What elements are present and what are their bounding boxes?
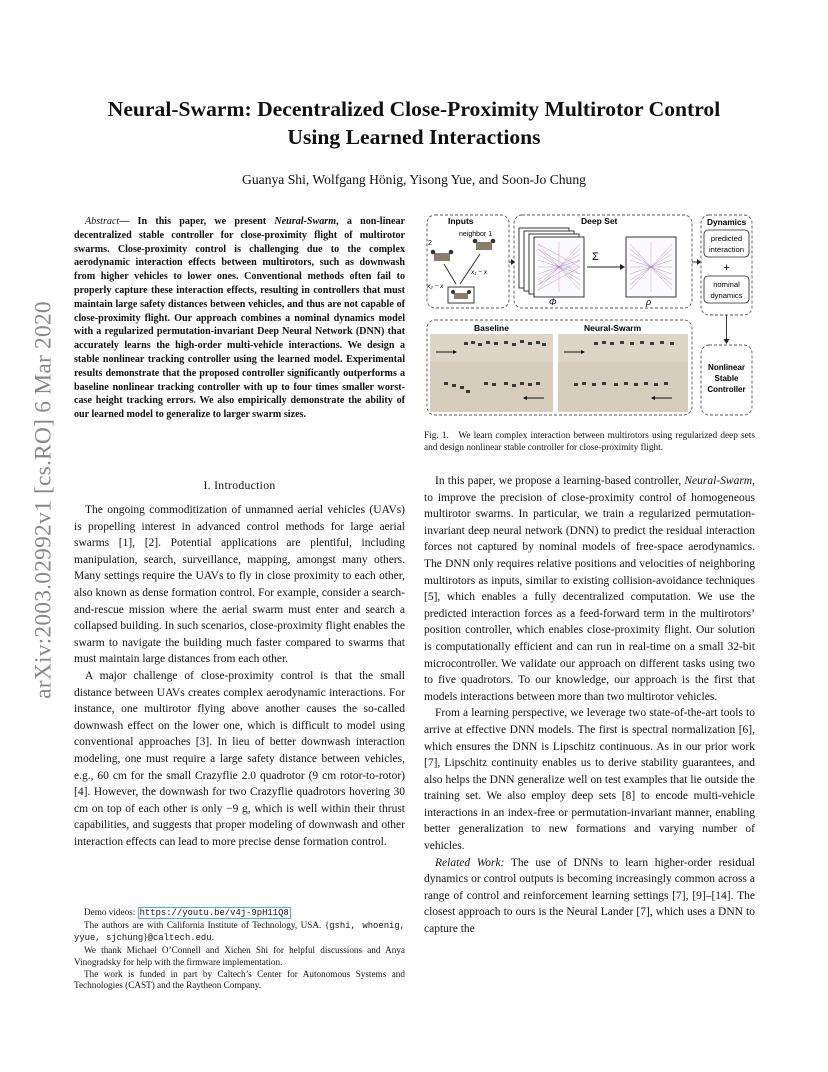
x1-minus-x-label: x₁ − x bbox=[471, 269, 487, 276]
author-list: Guanya Shi, Wolfgang Hönig, Yisong Yue, and Soon-Jo Chung bbox=[242, 172, 586, 187]
footnote-affiliation-text: The authors are with California Institute of Technology, USA. { bbox=[84, 919, 330, 930]
interaction-label: interaction bbox=[708, 245, 745, 254]
footnote-demo-label: Demo videos: bbox=[84, 907, 138, 917]
abstract-text-start: In this paper, we present bbox=[129, 216, 275, 227]
neural-swarm-photo bbox=[558, 334, 688, 412]
related-work-text: The use of DNNs to learn higher-order residual dynamics or control outputs is becoming increasingly common across a range of control and reinforcement learning settings [7], [9]–[14]. The closest approach to ours is the Neural Lander [7], which uses a DNN to capture the bbox=[424, 856, 755, 936]
footnote-thanks: We thank Michael O’Connell and Xichen Shi for helpful discussions and Anya Vinogradsky for help with the firmware implementation. bbox=[74, 945, 405, 967]
controller-label: Controller bbox=[707, 385, 746, 394]
dynamics-to-controller-arrowhead bbox=[724, 339, 730, 344]
right-column-body bbox=[424, 473, 755, 938]
x2-minus-x-label: x₂ − x bbox=[427, 283, 444, 290]
footnote-email-domain: @caltech.edu bbox=[147, 933, 212, 944]
baseline-label: Baseline bbox=[474, 323, 509, 333]
right-paragraph-1-method-name: Neural-Swarm bbox=[684, 475, 753, 487]
inputs-label: Inputs bbox=[448, 216, 474, 226]
figure-1-caption bbox=[424, 431, 755, 455]
introduction-body bbox=[74, 502, 405, 850]
figure-1-diagram bbox=[424, 212, 755, 418]
rho-network bbox=[626, 237, 676, 297]
neural-swarm-label: Neural-Swarm bbox=[584, 323, 642, 333]
paper-title-line2: Using Learned Interactions bbox=[287, 125, 541, 149]
neighbor-2-label: 2 bbox=[428, 240, 432, 247]
sigma-label: Σ bbox=[592, 251, 599, 263]
right-paragraph-3 bbox=[424, 855, 755, 938]
abstract-method-name: Neural-Swarm bbox=[274, 216, 337, 227]
quadrotor-neighbor-2-icon bbox=[431, 250, 454, 261]
deepset-to-dynamics-arrowhead bbox=[697, 259, 701, 265]
right-paragraph-2: From a learning perspective, we leverage two state-of-the-art tools to arrive at effective DNN models. The first is spectral normalization [6], which ensures the DNN is Lipschitz continuous. As in our prior work [7], Lipschitz continuity enables us to derive stability guarantees, and also helps the DNN generalize well on test examples that lie outside the training set. We also employ deep sets [8] to encode multi-vehicle interactions in an index-free or permutation-invariant manner, enabling better generalization to new formations and varying number of vehicles. bbox=[424, 707, 755, 853]
footnotes bbox=[74, 907, 405, 992]
quadrotor-ego-icon bbox=[451, 290, 471, 299]
nonlinear-label: Nonlinear bbox=[708, 363, 745, 372]
arxiv-identifier-text: arXiv:2003.02992v1 [cs.RO] 6 Mar 2020 bbox=[30, 301, 57, 699]
intro-paragraph-2: A major challenge of close-proximity control is that the small distance between UAVs creates complex aerodynamic interactions. For instance, one multirotor flying above another causes the so-called downwash effect on the lower one, which is difficult to model using conventional approaches [3]. In lieu of better downwash interaction modeling, one must require a large safety distance between vehicles, e.g., 60 cm for the small Crazyflie 2.0 quadrotor (9 cm rotor-to-rotor) [4]. However, the downwash for two Crazyflie quadrotors hovering 30 cm on top of each other is only −9 g, which is well within their thrust capabilities, and suggests that proper modeling of downwash and other interaction effects can lead to more precise dense formation control. bbox=[74, 669, 405, 848]
footnote-emails: gshi, whoenig, yyue, sjchung bbox=[74, 920, 405, 944]
phi-network-stack bbox=[519, 228, 584, 297]
phi-label: Φ bbox=[549, 297, 557, 307]
paper-title bbox=[80, 95, 748, 151]
stable-label: Stable bbox=[714, 374, 739, 383]
intro-paragraph-1: The ongoing commoditization of unmanned aerial vehicles (UAVs) is propelling interest in advanced control methods for large aerial swarms [1], [2]. Potential applications are plentiful, including manipulation, search, surveillance, mapping, amongst many others. Many settings require the UAVs to fly in close proximity to each other, also known as dense formation control. For example, consider a search-and-rescue mission where the aerial swarm must enter and search a collapsed building. In such scenarios, close-proximity flight enables the swarm to navigate the building much faster compared to swarms that must maintain large distances from each other. bbox=[74, 504, 405, 666]
right-paragraph-1-start: In this paper, we propose a learning-based controller, bbox=[435, 475, 685, 487]
footnote-affiliation-end: . bbox=[211, 932, 214, 943]
rho-label: ρ bbox=[646, 297, 652, 307]
inputs-to-deepset-arrowhead bbox=[511, 259, 515, 265]
dynamics-sub-label: dynamics bbox=[710, 291, 743, 300]
footnote-demo bbox=[74, 907, 405, 920]
abstract-text-rest: , a non-linear decentralized stable controller for close-proximity flight of multirotor swarms. Close-proximity control is challenging due to the complex aerodynamic interaction effects between multirotors, such as downwash from higher vehicles to lower ones. Conventional methods often fail to properly capture these interaction effects, resulting in controllers that must maintain large safety distances between vehicles, and thus are not capable of close-proximity flight. Our approach combines a nominal dynamics model with a regularized permutation-invariant Deep Neural Network (DNN) that accurately learns the high-order multi-vehicle interactions. We design a stable nonlinear tracking controller using the learned model. Experimental results demonstrate that the proposed controller significantly outperforms a baseline nonlinear tracking controller with up to four times smaller worst-case height tracking errors. We also empirically demonstrate the ability of our learned model to generalize to larger swarm sizes. bbox=[74, 216, 406, 421]
figure-1-caption-label: Fig. 1. bbox=[424, 431, 449, 441]
baseline-photo bbox=[430, 334, 553, 412]
demo-video-link[interactable]: https://youtu.be/v4j-9pH11Q8 bbox=[139, 908, 289, 918]
predicted-label: predicted bbox=[710, 234, 743, 243]
abstract bbox=[74, 215, 405, 422]
paper-title-line1: Neural-Swarm: Decentralized Close-Proximity Multirotor Control bbox=[107, 97, 721, 121]
footnote-funding: The work is funded in part by Caltech’s Center for Autonomous Systems and Technologies (CAST) and the Raytheon Company. bbox=[74, 968, 405, 991]
abstract-label: Abstract bbox=[85, 216, 120, 227]
quadrotor-neighbor-1-icon bbox=[473, 239, 496, 250]
right-paragraph-1-rest: , to improve the precision of close-proximity control of homogeneous multirotor swarms. In particular, we train a regularized permutation-invariant deep neural network (DNN) to predict the residual interaction forces not captured by nominal models of free-space aerodynamics. The DNN only requires relative positions and velocities of neighboring multirotors as inputs, similar to existing collision-avoidance techniques [5], which enables a fully decentralized computation. We use the predicted interaction forces as a feed-forward term in the multirotors’ position controller, which enables close-proximity flight. Our solution is computationally efficient and can run in real-time on a small 32-bit microcontroller. We validate our approach on different tasks using two to five quadrotors. To our knowledge, our approach is the first that models interactions between more than two multirotor vehicles. bbox=[424, 475, 755, 703]
right-paragraph-1 bbox=[424, 473, 755, 705]
figure-1-caption-text: We learn complex interaction between multirotors using regularized deep sets and design nonlinear stable controller for close-proximity flight. bbox=[424, 431, 755, 453]
plus-sign: + bbox=[723, 262, 730, 274]
relative-position-arrow-2 bbox=[444, 264, 456, 284]
nominal-label: nominal bbox=[713, 280, 740, 289]
section-heading-introduction: I. Introduction bbox=[203, 479, 276, 492]
neighbor-label: neighbor 1 bbox=[459, 231, 493, 238]
deep-set-label: Deep Set bbox=[581, 216, 618, 226]
dynamics-label: Dynamics bbox=[707, 217, 747, 227]
sum-arrowhead bbox=[620, 264, 625, 270]
footnote-emails-brace: } bbox=[143, 932, 148, 943]
arxiv-identifier bbox=[14, 290, 74, 710]
abstract-dash: — bbox=[119, 216, 130, 227]
related-work-label: Related Work: bbox=[435, 856, 505, 869]
footnote-affiliation bbox=[74, 920, 405, 945]
